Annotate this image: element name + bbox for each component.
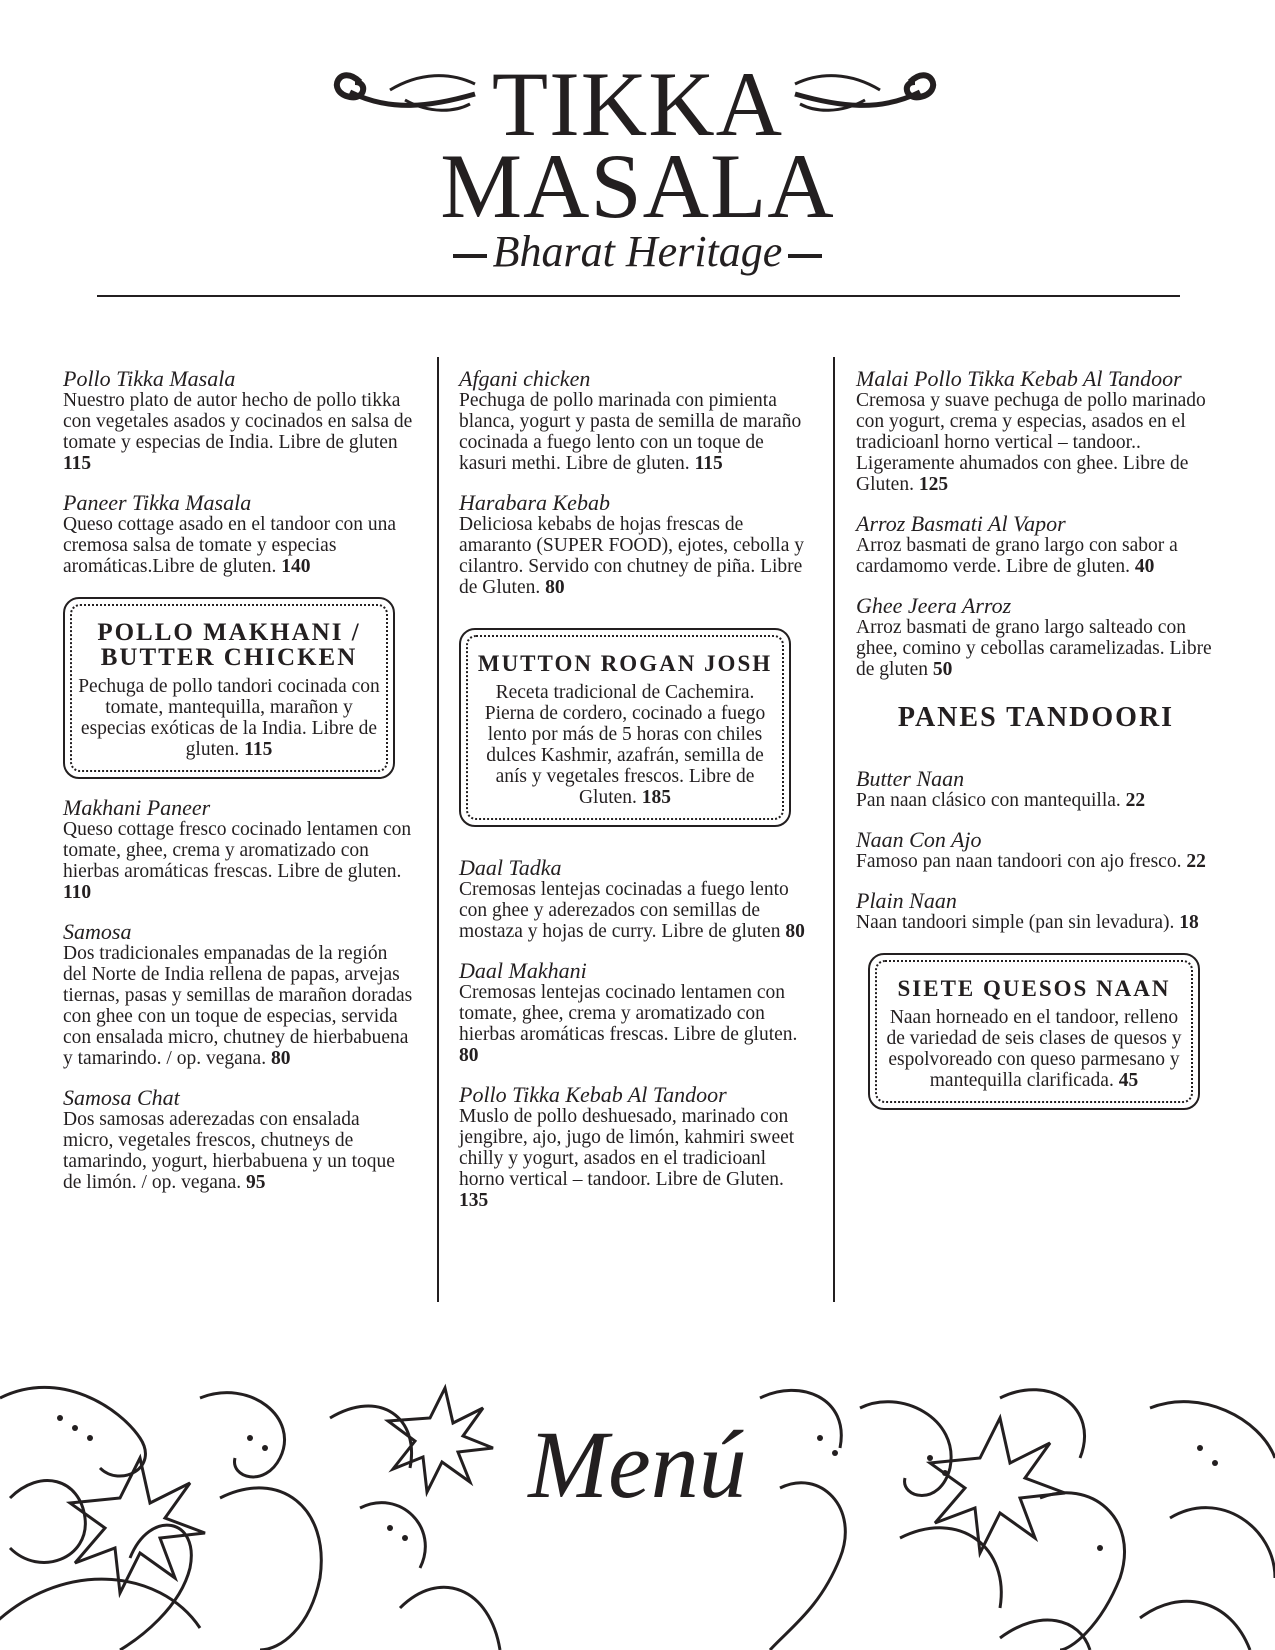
featured-box (459, 628, 791, 827)
item-name: Harabara Kebab (459, 490, 610, 515)
item-name: Afgani chicken (459, 366, 591, 391)
item-name: Pollo Tikka Masala (63, 366, 236, 391)
item-desc: Cremosas lentejas cocinadas a fuego lento con ghee y aderezados con semillas de mostaza y hojas de curry. Libre de gluten (459, 879, 789, 942)
menu-item (856, 368, 1216, 495)
menu-item (63, 368, 413, 474)
item-desc: Arroz basmati de grano largo con sabor a cardamomo verde. Libre de gluten. (856, 535, 1178, 577)
menu-item (856, 829, 1216, 872)
restaurant-title-line2: MASALA (440, 135, 835, 237)
item-name: Naan Con Ajo (856, 827, 982, 852)
menu-item (856, 513, 1216, 577)
item-name: Samosa (63, 919, 132, 944)
menu-item (459, 1084, 809, 1211)
featured-price: 115 (244, 739, 273, 760)
item-desc: Pan naan clásico con mantequilla. (856, 790, 1121, 811)
featured-title: MUTTON ROGAN JOSH (477, 651, 773, 676)
featured-title: POLLO MAKHANI / BUTTER CHICKEN (97, 619, 361, 671)
item-desc: Queso cottage fresco cocinado lentamen con tomate, ghee, crema y aromatizado con hierbas aromáticas frescas. Libre de gluten. (63, 819, 412, 882)
item-name: Samosa Chat (63, 1085, 180, 1110)
item-desc: Pechuga de pollo marinada con pimienta blanca, yogurt y pasta de semilla de maraño cocinada a fuego lento con un toque de kasuri methi. Libre de gluten. (459, 390, 802, 474)
item-name: Makhani Paneer (63, 795, 211, 820)
item-price: 80 (785, 921, 805, 942)
item-price: 50 (932, 659, 953, 680)
menu-item (459, 857, 809, 942)
item-name: Daal Tadka (459, 855, 562, 880)
item-price: 115 (694, 453, 723, 474)
item-name: Ghee Jeera Arroz (856, 593, 1012, 618)
item-price: 115 (63, 453, 92, 474)
menu-item (856, 768, 1216, 811)
item-name: Plain Naan (856, 888, 957, 913)
featured-title: SIETE QUESOS NAAN (897, 976, 1171, 1001)
item-price: 135 (459, 1190, 489, 1211)
featured-price: 45 (1118, 1070, 1139, 1091)
menu-item (459, 492, 809, 598)
subtitle-text: Bharat Heritage (492, 227, 783, 276)
menu-item (63, 1087, 413, 1193)
item-price: 22 (1125, 790, 1146, 811)
item-price: 95 (246, 1172, 266, 1193)
item-desc: Dos tradicionales empanadas de la región del Norte de India rellena de papas, arvejas tiernas, pasas y semillas de marañon doradas con ghee con un toque de especias, servida con ensalada micro, chutney de hierbabuena y tamarindo. / op. vegana. (63, 943, 413, 1069)
menu-column-3 (856, 368, 1216, 1128)
item-price: 80 (459, 1045, 479, 1066)
header-divider (97, 295, 1180, 297)
menu-column-2 (459, 368, 809, 1229)
menu-column-1 (63, 368, 413, 1211)
item-desc: Dos samosas aderezadas con ensalada micro, vegetales frescos, chutneys de tamarindo, yogurt, hierbabuena y un toque de limón. / op. vegana. (63, 1109, 395, 1193)
item-desc: Cremosas lentejas cocinado lentamen con tomate, ghee, crema y aromatizado con hierbas aromáticas frescas. Libre de gluten. (459, 982, 798, 1045)
item-name: Butter Naan (856, 766, 965, 791)
menu-script-title: Menú (528, 1411, 747, 1518)
menu-item (459, 960, 809, 1066)
item-desc: Cremosa y suave pechuga de pollo marinado con yogurt, crema y especias, asados en el tradicioanl horno vertical – tandoor.. Ligeramente ahumados con ghee. Libre de Gluten. (856, 390, 1206, 495)
item-name: Malai Pollo Tikka Kebab Al Tandoor (856, 366, 1182, 391)
menu-item (63, 921, 413, 1069)
item-desc: Deliciosa kebabs de hojas frescas de amaranto (SUPER FOOD), ejotes, cebolla y cilantro. Servido con chutney de piña. Libre de Gluten. (459, 514, 804, 598)
item-name: Arroz Basmati Al Vapor (856, 511, 1066, 536)
item-name: Pollo Tikka Kebab Al Tandoor (459, 1082, 727, 1107)
item-price: 18 (1179, 912, 1199, 933)
item-price: 110 (63, 882, 92, 903)
item-price: 140 (281, 556, 311, 577)
column-divider-2 (833, 357, 835, 1302)
item-price: 80 (270, 1048, 291, 1069)
item-desc: Nuestro plato de autor hecho de pollo tikka con vegetales asados y cocinados en salsa de tomate y especias de India. Libre de gluten (63, 390, 413, 453)
item-price: 22 (1186, 851, 1206, 872)
subtitle (0, 224, 1275, 280)
menu-item (459, 368, 809, 474)
header (0, 40, 1275, 300)
featured-box (868, 953, 1200, 1110)
item-price: 125 (918, 474, 949, 495)
item-desc: Queso cottage asado en el tandoor con una cremosa salsa de tomate y especias aromáticas.Libre de gluten. (63, 514, 397, 577)
featured-desc: Receta tradicional de Cachemira. Pierna de cordero, cocinado a fuego lento por más de 5 horas con chiles dulces Kashmir, azafrán, semilla de anís y vegetales frescos. Libre de Gluten. (484, 682, 766, 808)
menu-item (856, 595, 1216, 680)
item-desc: Naan tandoori simple (pan sin levadura). (856, 912, 1175, 933)
item-desc: Arroz basmati de grano largo salteado con ghee, comino y cebollas caramelizadas. Libre de gluten (856, 617, 1212, 680)
item-desc: Famoso pan naan tandoori con ajo fresco. (856, 851, 1182, 872)
featured-desc: Naan horneado en el tandoor, relleno de variedad de seis clases de quesos y espolvoreado con queso parmesano y mantequilla clarificada. (886, 1007, 1182, 1091)
featured-box (63, 597, 395, 779)
item-price: 40 (1134, 556, 1155, 577)
menu-item (63, 797, 413, 903)
featured-price: 185 (641, 787, 672, 808)
item-name: Paneer Tikka Masala (63, 490, 252, 515)
item-desc: Muslo de pollo deshuesado, marinado con jengibre, ajo, jugo de limón, kahmiri sweet chilly y yogurt, asados en el tradicioanl horno vertical – tandoor. Libre de Gluten. (459, 1106, 795, 1190)
menu-item (856, 890, 1216, 933)
column-divider-1 (437, 357, 439, 1302)
section-heading: PANES TANDOORI (897, 702, 1175, 733)
item-price: 80 (545, 577, 565, 598)
item-name: Daal Makhani (459, 958, 587, 983)
restaurant-title-line1: TIKKA (491, 53, 784, 155)
featured-desc: Pechuga de pollo tandori cocinada con tomate, mantequilla, marañon y especias exóticas de la India. Libre de gluten. (78, 676, 380, 760)
menu-item (63, 492, 413, 577)
